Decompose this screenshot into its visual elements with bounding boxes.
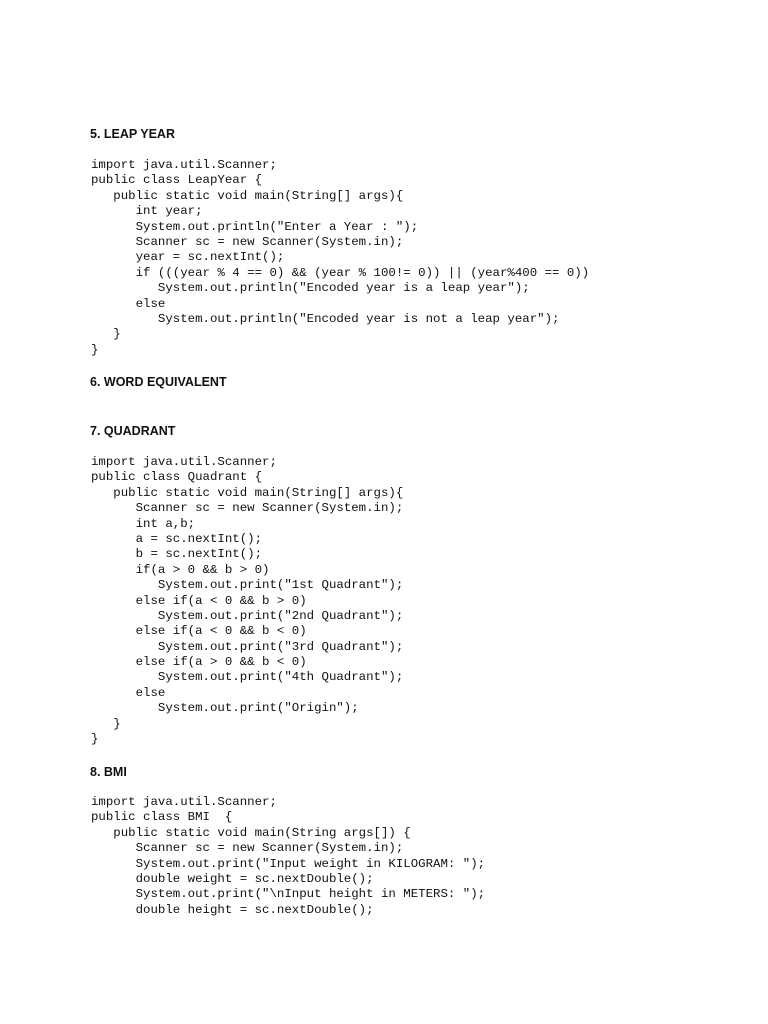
code-line: import java.util.Scanner; — [91, 795, 277, 809]
code-line: import java.util.Scanner; — [91, 455, 277, 469]
section-heading-leap-year: 5. LEAP YEAR — [90, 127, 175, 141]
code-line: if(a > 0 && b > 0) — [91, 562, 270, 577]
code-line: else — [91, 685, 166, 700]
code-line: System.out.println("Encoded year is a leap year"); — [91, 281, 530, 296]
code-line: System.out.println("Enter a Year : "); — [91, 219, 419, 234]
code-block-bmi — [91, 795, 485, 918]
code-line: double height = sc.nextDouble(); — [91, 902, 374, 917]
code-line: } — [91, 342, 99, 357]
code-block-leap-year — [91, 158, 589, 358]
code-line: public class Quadrant { — [91, 470, 263, 485]
code-line: public static void main(String args[]) { — [91, 825, 411, 840]
code-line: else if(a > 0 && b < 0) — [91, 655, 307, 670]
code-line: public class LeapYear { — [91, 173, 263, 188]
code-line: else — [91, 296, 166, 311]
code-line: Scanner sc = new Scanner(System.in); — [91, 234, 404, 249]
section-heading-bmi: 8. BMI — [90, 765, 127, 779]
code-line: System.out.print("Origin"); — [91, 701, 359, 716]
code-line: Scanner sc = new Scanner(System.in); — [91, 501, 404, 516]
code-line: double weight = sc.nextDouble(); — [91, 871, 374, 886]
code-line: } — [91, 327, 121, 342]
code-line: else if(a < 0 && b < 0) — [91, 624, 307, 639]
code-line: } — [91, 732, 99, 747]
code-line: b = sc.nextInt(); — [91, 547, 263, 562]
code-line: System.out.print("Input weight in KILOGRAM: "); — [91, 856, 486, 871]
code-line: System.out.print("1st Quadrant"); — [91, 578, 404, 593]
code-line: a = sc.nextInt(); — [91, 531, 263, 546]
code-line: int year; — [91, 204, 203, 219]
section-heading-word-equivalent: 6. WORD EQUIVALENT — [90, 375, 227, 389]
code-line: System.out.println("Encoded year is not a leap year"); — [91, 311, 560, 326]
code-line: public class BMI { — [91, 810, 233, 825]
section-heading-quadrant: 7. QUADRANT — [90, 424, 176, 438]
code-line: } — [91, 716, 121, 731]
code-line: year = sc.nextInt(); — [91, 250, 285, 265]
code-line: else if(a < 0 && b > 0) — [91, 593, 307, 608]
code-block-quadrant — [91, 455, 403, 747]
code-line: if (((year % 4 == 0) && (year % 100!= 0)) || (year%400 == 0)) — [91, 265, 590, 280]
code-line: import java.util.Scanner; — [91, 158, 277, 172]
code-line: System.out.print("4th Quadrant"); — [91, 670, 404, 685]
code-line: System.out.print("\nInput height in METERS: "); — [91, 887, 486, 902]
code-line: public static void main(String[] args){ — [91, 188, 404, 203]
code-line: Scanner sc = new Scanner(System.in); — [91, 841, 404, 856]
code-line: int a,b; — [91, 516, 196, 531]
code-line: public static void main(String[] args){ — [91, 485, 404, 500]
code-line: System.out.print("2nd Quadrant"); — [91, 608, 404, 623]
code-line: System.out.print("3rd Quadrant"); — [91, 639, 404, 654]
